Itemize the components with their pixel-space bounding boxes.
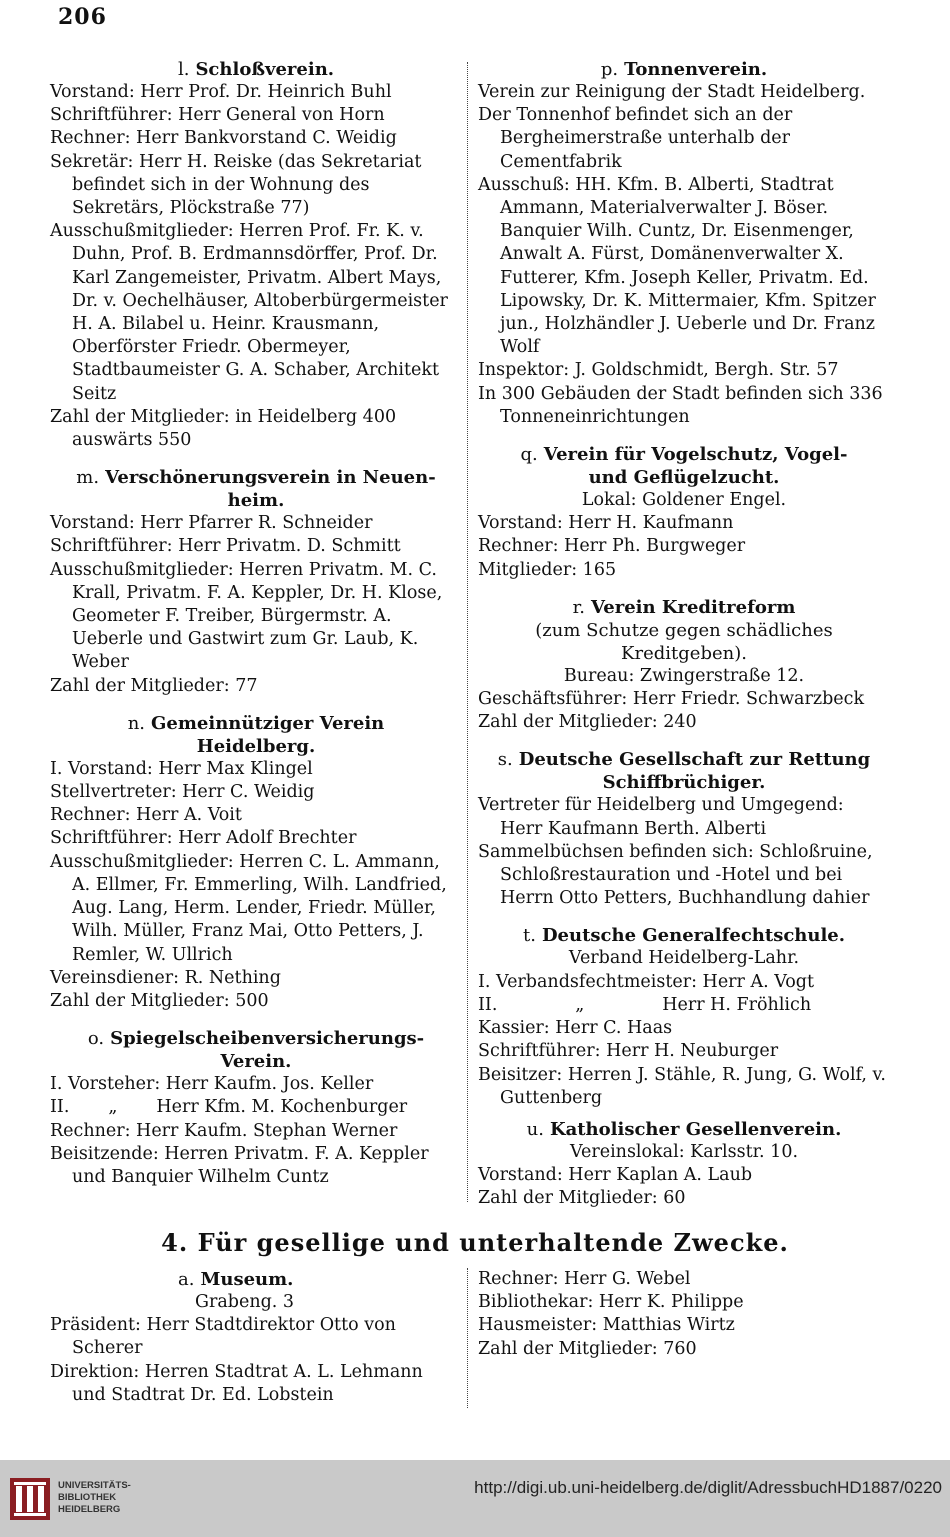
entry: Zahl der Mitglieder: 77 bbox=[50, 675, 258, 696]
entry: Schriftführer: Herr H. Neuburger bbox=[478, 1041, 779, 1062]
entry: Ausschußmitglieder: Herren Privatm. M. C. Krall, Privatm. F. A. Keppler, Dr. H. Klose, Geometer F. Treiber, Bürgermstr. A. Ueberle und Gastwirt zum Gr. Laub, K. Weber bbox=[50, 559, 443, 673]
entry: Schriftführer: Herr Privatm. D. Schmitt bbox=[50, 536, 401, 557]
section-title: Deutsche Generalfechtschule. bbox=[541, 925, 846, 947]
university-library-logo-icon bbox=[10, 1478, 50, 1520]
entry: Ausschuß: HH. Kfm. B. Alberti, Stadtrat Ammann, Materialverwalter J. Böser. Banquier Wilh. Cuntz, Dr. Eisenmenger, Anwalt A. Fürst, Domänenverwalter X. Futterer, Kfm. Joseph Keller, Privatm. Ed. Lipowsky, Dr. K. Mittermaier, Kfm. Spitzer jun., Holzhändler J. Ueberle und Dr. Franz Wolf bbox=[478, 174, 876, 358]
library-name: UNIVERSITÄTS- BIBLIOTHEK HEIDELBERG bbox=[58, 1480, 131, 1515]
entry: Direktion: Herren Stadtrat A. L. Lehmann und Stadtrat Dr. Ed. Lobstein bbox=[50, 1361, 423, 1405]
entry: Verein zur Reinigung der Stadt Heidelberg. bbox=[478, 82, 866, 102]
right-bottom-column bbox=[478, 1268, 890, 1361]
left-column bbox=[50, 58, 462, 1189]
entry: Präsident: Herr Stadtdirektor Otto von Scherer bbox=[50, 1315, 396, 1359]
section-letter: n. bbox=[127, 712, 146, 734]
section-verschoenerungsverein bbox=[50, 466, 462, 698]
section-letter: u. bbox=[526, 1118, 544, 1140]
entry: Rechner: Herr Bankvorstand C. Weidig bbox=[50, 128, 397, 149]
column-divider bbox=[467, 1268, 468, 1408]
section-gemeinnuetziger-verein bbox=[50, 712, 462, 1013]
source-url-link[interactable]: http://digi.ub.uni-heidelberg.de/diglit/AdressbuchHD1887/0220 bbox=[474, 1478, 942, 1497]
section-subtitle: (zum Schutze gegen schädliches Kreditgeben). bbox=[535, 619, 833, 664]
section-schlossverein bbox=[50, 58, 462, 452]
entry: Zahl der Mitglieder: 240 bbox=[478, 712, 697, 733]
section-title: Katholischer Gesellenverein. bbox=[549, 1118, 842, 1140]
section-location: Bureau: Zwingerstraße 12. bbox=[563, 665, 805, 686]
section-rettung-schiffbruechiger bbox=[478, 748, 890, 910]
entry: Vertreter für Heidelberg und Umgegend: Herr Kaufmann Berth. Alberti bbox=[478, 795, 844, 839]
entry: Bibliothekar: Herr K. Philippe bbox=[478, 1292, 744, 1313]
section-letter: s. bbox=[497, 749, 513, 771]
section-title: Deutsche Gesellschaft zur Rettung bbox=[518, 749, 871, 771]
column-divider bbox=[467, 62, 468, 1202]
entry: Ausschußmitglieder: Herren C. L. Ammann, A. Ellmer, Fr. Emmerling, Wilh. Landfried, Aug. Lang, Herm. Lender, Friedr. Müller, Wilh. Müller, Franz Mai, Otto Petters, J. Remler, W. Ullrich bbox=[50, 851, 447, 965]
section-gesellenverein bbox=[478, 1118, 890, 1211]
entry: Sekretär: Herr H. Reiske (das Sekretariat befindet sich in der Wohnung des Sekretärs, Plöckstraße 77) bbox=[50, 151, 422, 219]
section-letter: o. bbox=[87, 1028, 105, 1050]
left-bottom-column bbox=[50, 1268, 462, 1407]
entry: Rechner: Herr Ph. Burgweger bbox=[478, 536, 746, 557]
entry: In 300 Gebäuden der Stadt befinden sich 336 Tonneneinrichtungen bbox=[478, 383, 883, 427]
entry: Beisitzer: Herren J. Stähle, R. Jung, G. Wolf, v. Guttenberg bbox=[478, 1064, 886, 1108]
entry: Der Tonnenhof befindet sich an der Bergheimerstraße unterhalb der Cementfabrik bbox=[478, 105, 793, 172]
section-letter: r. bbox=[572, 596, 585, 618]
entry: Sammelbüchsen befinden sich: Schloßruine, Schloßrestauration und -Hotel und bei Herrn Otto Petters, Buchhandlung dahier bbox=[478, 841, 873, 909]
right-column bbox=[478, 58, 890, 1211]
entry: Vorstand: Herr Prof. Dr. Heinrich Buhl bbox=[50, 82, 392, 102]
section-title-cont: Verein. bbox=[220, 1051, 292, 1073]
entry: I. Verbandsfechtmeister: Herr A. Vogt bbox=[478, 971, 815, 992]
entry: Inspektor: J. Goldschmidt, Bergh. Str. 57 bbox=[478, 360, 839, 381]
entry: Mitglieder: 165 bbox=[478, 559, 617, 580]
page-number: 206 bbox=[58, 4, 107, 30]
section-title: Museum. bbox=[200, 1269, 294, 1290]
section-letter: l. bbox=[177, 59, 190, 80]
entry: Hausmeister: Matthias Wirtz bbox=[478, 1315, 735, 1336]
section-location: Verband Heidelberg-Lahr. bbox=[568, 948, 800, 969]
section-generalfechtschule bbox=[478, 924, 890, 1109]
entry: I. Vorstand: Herr Max Klingel bbox=[50, 758, 313, 779]
entry: Rechner: Herr Kaufm. Stephan Werner bbox=[50, 1120, 398, 1141]
entry: Schriftführer: Herr Adolf Brechter bbox=[50, 828, 357, 849]
section-letter: a. bbox=[178, 1269, 195, 1290]
section-letter: m. bbox=[76, 467, 100, 489]
entry: Zahl der Mitglieder: 500 bbox=[50, 990, 269, 1011]
entry: Beisitzende: Herren Privatm. F. A. Keppler und Banquier Wilhelm Cuntz bbox=[50, 1143, 429, 1187]
section-location: Grabeng. 3 bbox=[195, 1292, 295, 1312]
entry: Vereinsdiener: R. Nething bbox=[50, 967, 281, 988]
entry: Kassier: Herr C. Haas bbox=[478, 1018, 673, 1039]
entry: Zahl der Mitglieder: in Heidelberg 400 auswärts 550 bbox=[50, 406, 397, 451]
section-title: Spiegelscheibenversicherungs- bbox=[110, 1028, 425, 1050]
entry: Vorstand: Herr Kaplan A. Laub bbox=[478, 1165, 753, 1186]
section-tonnenverein bbox=[478, 58, 890, 429]
section-title: Schloßverein. bbox=[195, 59, 335, 80]
section-spiegelscheiben bbox=[50, 1027, 462, 1189]
section-title: Gemeinnütziger Verein bbox=[151, 712, 385, 734]
entry: II. „ Herr Kfm. M. Kochenburger bbox=[50, 1097, 408, 1118]
footer-bar bbox=[0, 1460, 950, 1537]
section-title: Verein Kreditreform bbox=[590, 596, 796, 618]
entry: Vorstand: Herr Pfarrer R. Schneider bbox=[50, 513, 373, 534]
entry: Geschäftsführer: Herr Friedr. Schwarzbeck bbox=[478, 689, 865, 710]
chapter-heading: 4. Für gesellige und unterhaltende Zwecke. bbox=[161, 1228, 789, 1257]
entry: Stellvertreter: Herr C. Weidig bbox=[50, 782, 315, 803]
section-vogelschutz bbox=[478, 443, 890, 582]
section-letter: p. bbox=[600, 59, 619, 80]
section-letter: t. bbox=[522, 925, 536, 947]
entry: Zahl der Mitglieder: 60 bbox=[478, 1188, 686, 1209]
section-letter: q. bbox=[520, 444, 538, 466]
section-title: Verschönerungsverein in Neuen- bbox=[105, 467, 436, 489]
section-title-cont: Schiffbrüchiger. bbox=[602, 772, 766, 794]
entry: II. „ Herr H. Fröhlich bbox=[478, 994, 812, 1015]
section-title: Tonnenverein. bbox=[624, 59, 768, 80]
entry: Rechner: Herr G. Webel bbox=[478, 1269, 691, 1289]
section-title-cont: heim. bbox=[227, 490, 285, 512]
section-title-cont: Heidelberg. bbox=[196, 735, 316, 757]
entry: I. Vorsteher: Herr Kaufm. Jos. Keller bbox=[50, 1074, 374, 1095]
entry: Rechner: Herr A. Voit bbox=[50, 805, 242, 826]
section-location: Vereinslokal: Karlsstr. 10. bbox=[569, 1141, 799, 1162]
section-museum bbox=[50, 1268, 462, 1407]
section-title: Verein für Vogelschutz, Vogel- bbox=[543, 444, 848, 466]
section-title-cont: und Geflügelzucht. bbox=[588, 467, 780, 489]
entry: Zahl der Mitglieder: 760 bbox=[478, 1338, 697, 1359]
section-kreditreform bbox=[478, 596, 890, 735]
entry: Schriftführer: Herr General von Horn bbox=[50, 105, 385, 126]
entry: Vorstand: Herr H. Kaufmann bbox=[478, 513, 734, 534]
entry: Ausschußmitglieder: Herren Prof. Fr. K. v. Duhn, Prof. B. Erdmannsdörffer, Prof. Dr. Karl Zangemeister, Privatm. Albert Mays, Dr. v. Oechelhäuser, Altoberbürgermeister H. A. Bilabel u. Heinr. Krausmann, Oberförster Friedr. Obermeyer, Stadtbaumeister G. A. Schaber, Architekt Seitz bbox=[50, 221, 448, 404]
section-location: Lokal: Goldener Engel. bbox=[581, 490, 787, 511]
